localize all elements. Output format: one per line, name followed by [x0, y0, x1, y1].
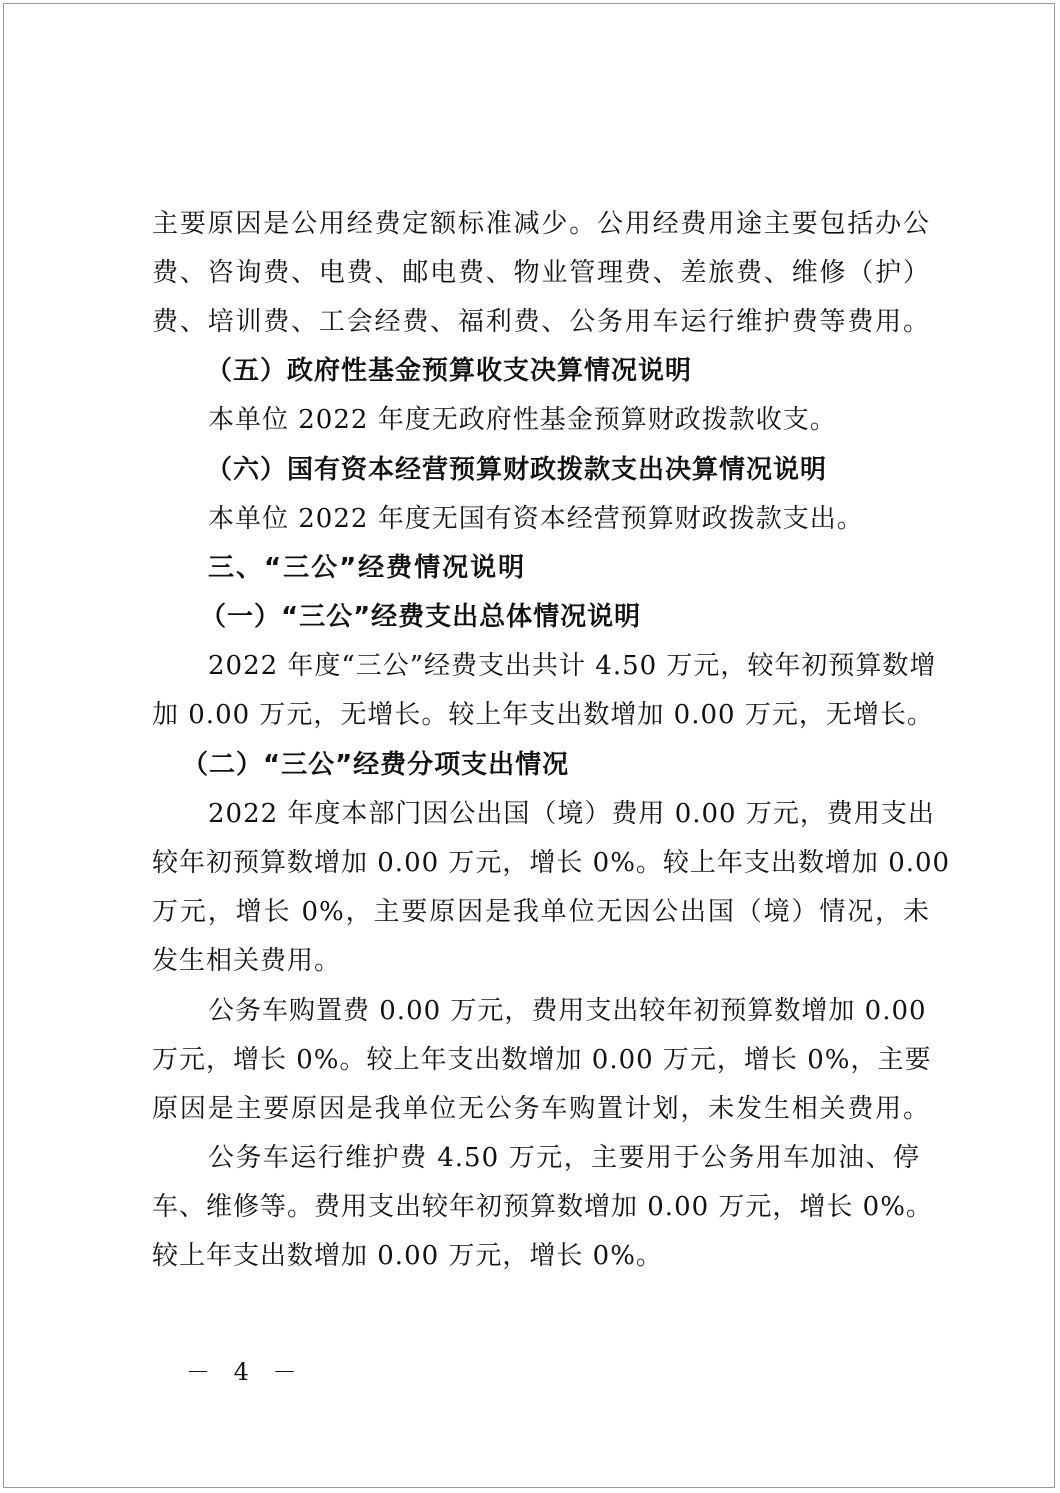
- paragraph-line: 发生相关费用。: [152, 946, 342, 976]
- subsection-heading-2: （二）“三公”经费分项支出情况: [182, 750, 570, 780]
- section-heading-6: （六）国有资本经营预算财政拨款支出决算情况说明: [206, 455, 828, 485]
- paragraph-line: 2022 年度本部门因公出国（境）费用 0.00 万元，费用支出: [208, 799, 935, 829]
- page-number: － 4 －: [186, 1358, 305, 1386]
- section-heading-5: （五）政府性基金预算收支决算情况说明: [206, 356, 693, 386]
- document-page: [3, 3, 1055, 1488]
- paragraph-line: 万元，增长 0%。较上年支出数增加 0.00 万元，增长 0%，主要: [152, 1045, 932, 1075]
- paragraph-line: 费、培训费、工会经费、福利费、公务用车运行维护费等费用。: [152, 307, 930, 337]
- paragraph-line: 较上年支出数增加 0.00 万元，增长 0%。: [152, 1241, 663, 1271]
- paragraph-line: 较年初预算数增加 0.00 万元，增长 0%。较上年支出数增加 0.00: [152, 848, 951, 878]
- paragraph-line: 费、咨询费、电费、邮电费、物业管理费、差旅费、维修（护）: [152, 258, 930, 288]
- paragraph-line: 公务车购置费 0.00 万元，费用支出较年初预算数增加 0.00: [208, 996, 927, 1026]
- paragraph-line: 车、维修等。费用支出较年初预算数增加 0.00 万元，增长 0%。: [152, 1192, 933, 1222]
- paragraph-line: 主要原因是公用经费定额标准减少。公用经费用途主要包括办公: [152, 209, 930, 239]
- subsection-heading-1: （一）“三公”经费支出总体情况说明: [200, 602, 642, 632]
- paragraph-line: 原因是主要原因是我单位无公务车购置计划，未发生相关费用。: [152, 1094, 930, 1124]
- paragraph-line: 加 0.00 万元，无增长。较上年支出数增加 0.00 万元，无增长。: [152, 700, 934, 730]
- paragraph-line: 公务车运行维护费 4.50 万元，主要用于公务用车加油、停: [208, 1143, 920, 1173]
- paragraph-line: 本单位 2022 年度无国有资本经营预算财政拨款支出。: [208, 504, 864, 534]
- paragraph-line: 本单位 2022 年度无政府性基金预算财政拨款收支。: [208, 405, 837, 435]
- paragraph-line: 万元，增长 0%，主要原因是我单位无因公出国（境）情况，未: [152, 897, 930, 927]
- chapter-heading-3: 三、“三公”经费情况说明: [208, 553, 527, 583]
- paragraph-line: 2022 年度“三公”经费支出共计 4.50 万元，较年初预算数增: [208, 651, 937, 681]
